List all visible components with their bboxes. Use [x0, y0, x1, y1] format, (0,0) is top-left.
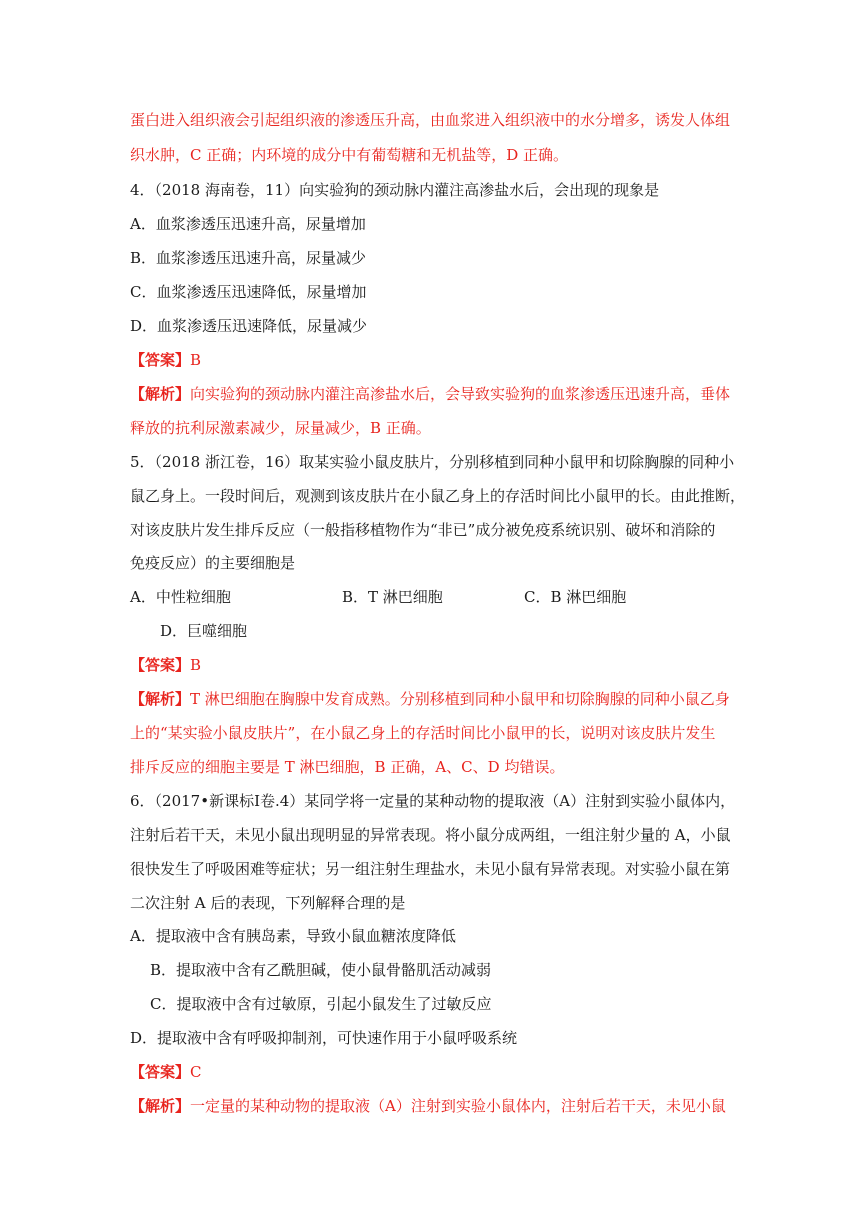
q6-option-c: C．提取液中含有过敏原，引起小鼠发生了过敏反应 [150, 995, 492, 1013]
explanation-text: 一定量的某种动物的提取液（A）注射到实验小鼠体内，注射后若干天，未见小鼠 [190, 1097, 726, 1115]
answer-value: B [190, 351, 202, 369]
q5-option-a: A．中性粒细胞 [130, 588, 231, 606]
q4-option-b: B．血浆渗透压迅速升高，尿量减少 [130, 249, 367, 267]
q4-explanation-line1 [130, 384, 730, 404]
answer-value: B [190, 656, 202, 674]
q6-stem-line2: 注射后若干天，未见小鼠出现明显的异常表现。将小鼠分成两组，一组注射少量的 A，小鼠 [130, 826, 731, 844]
q6-explanation-line1 [130, 1096, 726, 1116]
q5-option-b: B．T 淋巴细胞 [342, 588, 443, 606]
q4-option-c: C．血浆渗透压迅速降低，尿量增加 [130, 283, 367, 301]
q5-explanation-line3: 排斥反应的细胞主要是 T 淋巴细胞，B 正确，A、C、D 均错误。 [130, 758, 565, 776]
q4-option-d: D．血浆渗透压迅速降低，尿量减少 [130, 317, 368, 335]
q6-answer [130, 1062, 202, 1082]
answer-label: 【答案】 [130, 351, 191, 369]
q5-option-c: C．B 淋巴细胞 [524, 588, 627, 606]
q4-answer [130, 350, 201, 370]
q4-option-a: A．血浆渗透压迅速升高，尿量增加 [130, 215, 366, 233]
q6-option-d: D．提取液中含有呼吸抑制剂，可快速作用于小鼠呼吸系统 [130, 1029, 518, 1047]
q5-stem-line3: 对该皮肤片发生排斥反应（一般指移植物作为“非已”成分被免疫系统识别、破坏和消除的 [130, 521, 716, 539]
q6-stem-line1: 6．（2017•新课标Ⅰ卷.4）某同学将一定量的某种动物的提取液（A）注射到实验小鼠体内， [130, 792, 736, 810]
q5-option-d: D．巨噬细胞 [160, 622, 248, 640]
answer-label: 【答案】 [130, 1063, 191, 1081]
explanation-text: T 淋巴细胞在胸腺中发育成熟。分别移植到同种小鼠甲和切除胸腺的同种小鼠乙身 [190, 690, 730, 708]
q4-stem: 4．（2018 海南卷，11）向实验狗的颈动脉内灌注高渗盐水后，会出现的现象是 [130, 181, 660, 199]
q5-stem-line4: 免疫反应）的主要细胞是 [130, 554, 296, 572]
q5-answer [130, 655, 201, 675]
q6-stem-line4: 二次注射 A 后的表现，下列解释合理的是 [130, 894, 406, 912]
q3-explanation-line2: 织水肿，C 正确；内环境的成分中有葡萄糖和无机盐等，D 正确。 [130, 146, 569, 164]
q5-explanation-line1 [130, 689, 730, 709]
q4-explanation-line2: 释放的抗利尿激素减少，尿量减少，B 正确。 [130, 419, 431, 437]
q6-option-a: A．提取液中含有胰岛素，导致小鼠血糖浓度降低 [130, 927, 456, 945]
q5-stem-line1: 5．（2018 浙江卷，16）取某实验小鼠皮肤片，分别移植到同种小鼠甲和切除胸腺的同种小 [130, 453, 735, 471]
answer-value: C [190, 1063, 202, 1081]
answer-label: 【答案】 [130, 656, 191, 674]
explanation-label: 【解析】 [130, 1097, 191, 1115]
q6-option-b: B．提取液中含有乙酰胆碱，使小鼠骨骼肌活动减弱 [150, 961, 492, 979]
q6-stem-line3: 很快发生了呼吸困难等症状；另一组注射生理盐水，未见小鼠有异常表现。对实验小鼠在第 [130, 860, 731, 878]
q5-stem-line2: 鼠乙身上。一段时间后，观测到该皮肤片在小鼠乙身上的存活时间比小鼠甲的长。由此推断， [130, 487, 746, 505]
explanation-label: 【解析】 [130, 690, 191, 708]
explanation-label: 【解析】 [130, 385, 191, 403]
explanation-text: 向实验狗的颈动脉内灌注高渗盐水后，会导致实验狗的血浆渗透压迅速升高，垂体 [190, 385, 731, 403]
q3-explanation-line1: 蛋白进入组织液会引起组织液的渗透压升高，由血浆进入组织液中的水分增多，诱发人体组 [130, 111, 731, 129]
q5-explanation-line2: 上的“某实验小鼠皮肤片”，在小鼠乙身上的存活时间比小鼠甲的长，说明对该皮肤片发生 [130, 724, 716, 742]
